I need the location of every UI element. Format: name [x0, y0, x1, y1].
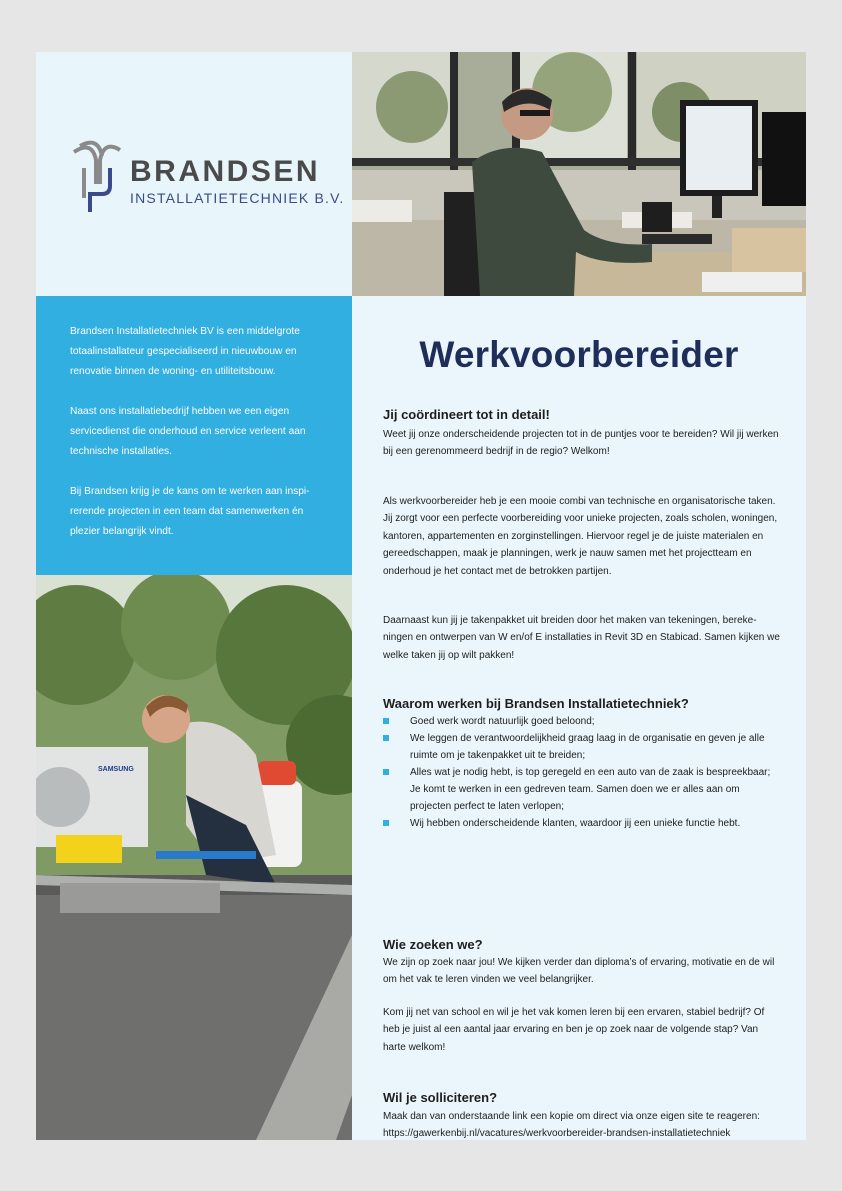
application-link[interactable]: https://gawerkenbij.nl/vacatures/werkvoorbereider-brandsen-installatietechniek	[383, 1128, 731, 1139]
body-text: Als werkvoorbereider heb je een mooie combi van technische en organisatorische taken. Jij zorgt voor een perfecte voorbereiding voor unieke projecten, zoals scholen, woningen, kantoren, appartementen en zorginstellingen. Hiervoor regel je de juiste materialen en gereedschappen, maak je planningen, werk je nauw samen met het projectteam en onderhoud je het contact met de betrokken partijen.	[383, 496, 778, 577]
section-heading: Jij coördineert tot in detail!	[383, 407, 550, 422]
job-title: Werkvoorbereider	[419, 334, 739, 375]
section-heading: Wil je solliciteren?	[383, 1090, 498, 1105]
company-intro	[36, 296, 352, 575]
vacancy-sheet	[36, 52, 806, 1140]
bullet-icon	[383, 820, 389, 826]
list-item	[383, 730, 783, 764]
benefits-list	[383, 713, 783, 832]
body-text: Weet jij onze onderscheidende projecten tot in de puntjes voor te bereiden? Wil jij werken bij een gerenommeerd bedrijf in de regio? Welkom!	[383, 429, 779, 458]
body-text: Maak dan van onderstaande link een kopie om direct via onze eigen site te reageren:	[383, 1111, 760, 1122]
logo-wordmark: BRANDSEN	[130, 155, 321, 188]
office-photo	[352, 52, 806, 296]
logo-subtitle: INSTALLATIETECHNIEK B.V.	[130, 190, 345, 206]
bullet-icon	[383, 769, 389, 775]
rooftop-photo	[36, 575, 352, 1140]
roof-unit-brand-label: SAMSUNG	[98, 766, 134, 773]
section-heading: Wie zoeken we?	[383, 937, 483, 952]
list-item-text: We leggen de verantwoordelijkheid graag laag in de organisatie en geven je alle ruimte om je takenpakket uit te breiden;	[410, 733, 765, 761]
intro-paragraph: Bij Brandsen krijg je de kans om te werken aan inspi-rerende projecten in een team dat samenwerken én plezier belangrijk vindt.	[70, 486, 310, 537]
bullet-icon	[383, 735, 389, 741]
bullet-spacer	[383, 786, 389, 792]
list-item	[383, 815, 783, 832]
list-item-text: Alles wat je nodig hebt, is top geregeld en een auto van de zaak is bespreekbaar;	[410, 767, 771, 778]
list-item	[383, 781, 783, 815]
list-item-text: Je komt te werken in een gedreven team. Samen doen we er alles aan om projecten perfect te laten verlopen;	[410, 784, 740, 812]
brandsen-logo-icon	[70, 138, 126, 214]
main-content	[352, 296, 806, 1140]
section-heading: Waarom werken bij Brandsen Installatietechniek?	[383, 696, 689, 711]
body-text: We zijn op zoek naar jou! We kijken verder dan diploma’s of ervaring, motivatie en de wil om het vak te leren vinden we veel belangrijker.	[383, 957, 775, 986]
logo-panel	[36, 52, 352, 296]
list-item-text: Wij hebben onderscheidende klanten, waardoor jij een unieke functie hebt.	[410, 818, 741, 829]
body-text: Kom jij net van school en wil je het vak komen leren bij een ervaren, stabiel bedrijf? Of heb je juist al een aantal jaar ervaring en ben je op zoek naar de volgende stap? Van harte welkom!	[383, 1007, 765, 1053]
intro-paragraph: Naast ons installatiebedrijf hebben we een eigen servicedienst die onderhoud en service verleent aan technische installaties.	[70, 406, 306, 457]
bullet-icon	[383, 718, 389, 724]
list-item	[383, 713, 783, 730]
list-item	[383, 764, 783, 781]
list-item-text: Goed werk wordt natuurlijk goed beloond;	[410, 716, 595, 727]
intro-paragraph: Brandsen Installatietechniek BV is een middelgrote totaalinstallateur gespecialiseerd in nieuwbouw en renovatie binnen de woning- en utiliteitsbouw.	[70, 326, 300, 377]
body-text: Daarnaast kun jij je takenpakket uit breiden door het maken van tekeningen, bereke-ningen en ontwerpen van W en/of E installaties in Revit 3D en Stabicad. Samen kijken we welke taken jij op wilt pakken!	[383, 615, 780, 661]
